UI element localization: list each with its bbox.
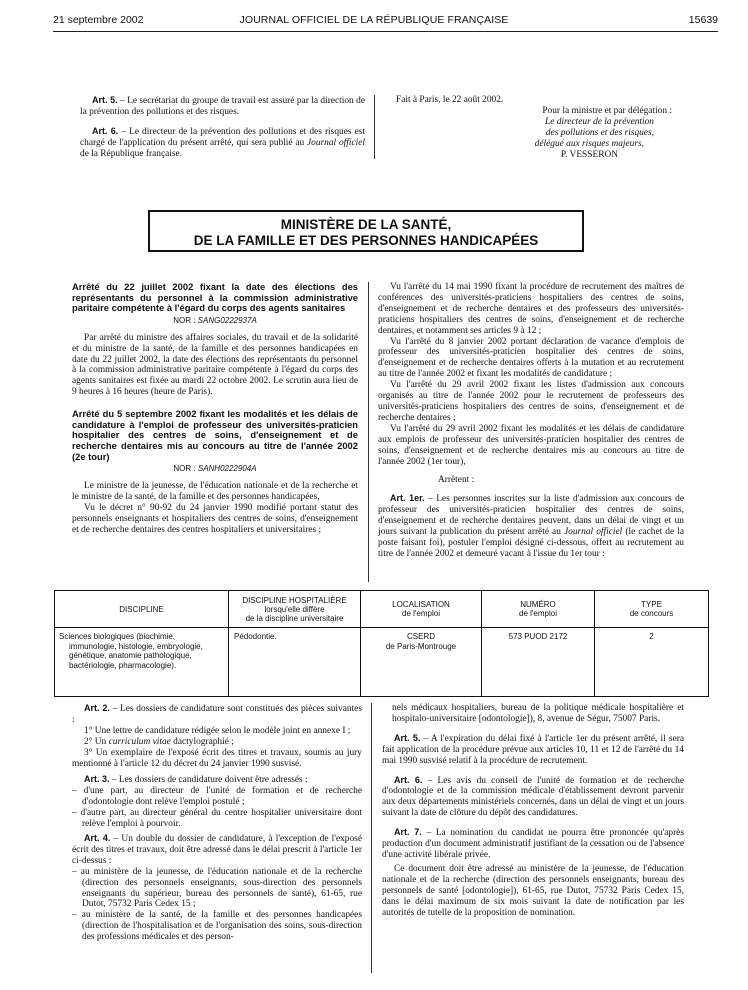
article-6-top: Art. 6. – Le directeur de la prévention des pollutions et des risques est chargé de l'application du présent arrêté, qui sera publié au Journal officiel de la République française. <box>80 125 365 159</box>
signer-name: P. VESSERON <box>560 149 618 160</box>
table-row <box>55 628 709 697</box>
column-separator-middle <box>368 282 369 582</box>
item-3: 3° Un exemplaire de l'exposé écrit des titres et travaux, soumis au jury mentionné à l'article 12 du décret du 24 janvier 1990 susvisé. <box>72 747 362 769</box>
decree-1-body: Par arrêté du ministre des affaires sociales, du travail et de la solidarité et du ministre de la santé, de la famille et des personnes handicapées en date du 22 juillet 2002, la date des élections des représentants du personnel à la commission administrative paritaire compétente à l'égard du corps des agents sanitaires est fixée au mardi 22 octobre 2002. Le scrutin aura lieu de 9 heures à 16 heures (heure de Paris). <box>72 332 358 398</box>
cell-number: 573 PUOD 2172 <box>482 628 595 697</box>
visa-4: Vu l'arrêté du 29 avril 2002 fixant les modalités et les délais de candidature aux emplois de professeur des universités-praticien hospitalier des centres de soins, d'enseignement et de recherche dentaires mis au concours au titre de l'année 2002 (1er tour), <box>378 423 684 467</box>
cell-discipline: Sciences biologiques (biochimie, immunologie, histologie, embryologie, génétique, anatomie pathologique, bactériologie, pharmacologie). <box>55 628 229 697</box>
decree-2-nor: NOR : SANH0222904A <box>173 464 257 474</box>
decree-2-visa-decree: Vu le décret n° 90-92 du 24 janvier 1990 modifié portant statut des personnels enseignants et hospitaliers des centres de soins, d'enseignement et de recherche dentaires des centres hospitaliers et universitaires ; <box>72 502 358 535</box>
middle-left-column <box>72 282 358 536</box>
decree-2-title: Arrêté du 5 septembre 2002 fixant les modalités et les délais de candidature à l'emploi de professeur des universités-praticien hospitalier des centres de soins, d'enseignement et de recherche dentaires mis au concours au titre de l'année 2002 (2e tour) <box>72 408 358 462</box>
address-continuation: nels médicaux hospitaliers, bureau de la politique médicale hospitalière et hospitalo-universitaire [odontologie]), 8, avenue de Ségur, 75007 Paris. <box>392 703 684 724</box>
dash-4: – au ministère de la santé, de la famille et des personnes handicapées (direction de l'hospitalisation et de l'organisation des soins, sous-direction des professions médicales et des person- <box>72 910 362 943</box>
article-2: Art. 2. – Les dossiers de candidature sont constitués des pièces suivantes : <box>72 703 362 725</box>
job-table <box>54 590 709 697</box>
column-separator-top <box>374 95 375 159</box>
arretent: Arrêtent : <box>438 475 475 486</box>
decree-1-title: Arrêté du 22 juillet 2002 fixant la date des élections des représentants du personnel à la commission administrative paritaire compétente à l'égard du corps des agents sanitaires <box>72 281 358 314</box>
table-header-row <box>55 591 709 628</box>
middle-right-column <box>378 282 684 560</box>
delegation-line: Pour la ministre et par délégation : <box>542 105 672 116</box>
decree-1-nor: NOR : SANG0222937A <box>173 315 257 325</box>
header-type: TYPE de concours <box>595 591 709 628</box>
article-4: Art. 4. – Un double du dossier de candidature, à l'exception de l'exposé écrit des titres et travaux, doit être adressé dans le délai prescrit à l'article 1er ci-dessus : <box>72 832 362 866</box>
article-5-top: Art. 5. – Le secrétariat du groupe de travail est assuré par la direction de la prévention des pollutions et des risques. <box>80 95 365 117</box>
ministry-line-1: MINISTÈRE DE LA SANTÉ, <box>280 217 452 232</box>
cell-hospital: Pédodontie. <box>229 628 361 697</box>
visa-3: Vu l'arrêté du 29 avril 2002 fixant les listes d'admission aux concours organisés au titre de l'année 2002 pour le recrutement de professeurs des universités-praticiens hospitaliers des centres de soins, d'enseignement et de recherche dentaires ; <box>378 380 684 423</box>
final-paragraph: Ce document doit être adressé au ministère de la jeunesse, de l'éducation nationale et de la recherche (direction des personnels enseignants, bureau des personnels de santé [odontologie]), 61-65, rue Dutot, 75732 Paris Cedex 15, dans le délai maximum de six mois suivant la date de notification par les autorités de tutelle de la proposition de nomination. <box>382 863 684 918</box>
dash-1: – d'une part, au directeur de l'unité de formation et de recherche d'odontologie dont relève l'emploi postulé ; <box>72 786 362 808</box>
article-5: Art. 5. – A l'expiration du délai fixé à l'article 1er du présent arrêté, il sera fait application de la procédure prévue aux articles 10, 11 et 12 de l'arrêté du 14 mai 1990 susvisé relatif à la procédure de recrutement. <box>382 732 684 766</box>
signer-title-3: délégué aux risques majeurs, <box>534 138 644 149</box>
article-7: Art. 7. – La nomination du candidat ne pourra être prononcée qu'après production d'un document administratif justifiant de la cessation ou de l'absence d'une activité libérale privée. <box>382 827 684 860</box>
header-hospital-discipline: DISCIPLINE HOSPITALIÈRE lorsqu'elle diffère de la discipline universitaire <box>229 591 361 628</box>
signer-title-1: Le directeur de la prévention <box>545 116 654 127</box>
header-discipline: DISCIPLINE <box>55 591 229 628</box>
ministry-heading-box <box>148 210 584 252</box>
header-number: NUMÉRO de l'emploi <box>482 591 595 628</box>
article-3: Art. 3. – Les dossiers de candidature doivent être adressés : <box>84 774 308 786</box>
header-page-number: 15639 <box>688 14 718 26</box>
dash-2: – d'autre part, au directeur général du centre hospitalier universitaire dont relève l'emploi à pourvoir. <box>72 808 362 830</box>
cell-location: CSERD de Paris-Montrouge <box>361 628 482 697</box>
place-date: Fait à Paris, le 22 août 2002. <box>396 95 504 105</box>
header-location: LOCALISATION de l'emploi <box>361 591 482 628</box>
decree-2-preamble: Le ministre de la jeunesse, de l'éducation nationale et de la recherche et le ministre de la santé, de la famille et des personnes handicapées, <box>72 481 358 502</box>
bottom-right-column <box>382 703 684 918</box>
visa-2: Vu l'arrêté du 8 janvier 2002 portant déclaration de vacance d'emplois de professeur des universités-praticien hospitalier des centres de soins, d'enseignement et de recherche dentaires offerts à la mutation et au recrutement au titre de l'année 2002 et fixant les modalités de candidature ; <box>378 336 684 380</box>
column-separator-bottom <box>371 703 372 973</box>
cell-type: 2 <box>595 628 709 697</box>
visa-1: Vu l'arrêté du 14 mai 1990 fixant la procédure de recrutement des maîtres de conférences des universités-praticiens hospitaliers des centres de soins, d'enseignement et de recherche dentaires et des professeurs des universités-praticiens hospitaliers des centres de soins, d'enseignement et de recherche dentaires, et notamment ses articles 9 à 12 ; <box>378 282 684 336</box>
item-2: 2° Un curriculum vitae dactylographié ; <box>84 736 234 747</box>
header-journal-title: JOURNAL OFFICIEL DE LA RÉPUBLIQUE FRANÇAISE <box>239 14 509 26</box>
top-left-column <box>80 95 365 160</box>
ministry-line-2: DE LA FAMILLE ET DES PERSONNES HANDICAPÉES <box>193 233 539 248</box>
page-header <box>0 14 748 30</box>
header-date: 21 septembre 2002 <box>53 14 144 26</box>
article-6: Art. 6. – Les avis du conseil de l'unité de formation et de recherche d'odontologie et de la commission médicale d'établissement devront parvenir aux deux départements ministériels concernés, dans un délai de vingt et un jours suivant la date de clôture du dépôt des candidatures. <box>382 774 685 819</box>
article-1: Art. 1er. – Les personnes inscrites sur la liste d'admission aux concours de professeur des universités-praticien hospitalier des centres de soins, d'enseignement et de recherche dentaires peuvent, dans un délai de vingt et un jours suivant la publication du présent arrêté au Journal officiel (le cachet de la poste faisant foi), postuler l'emploi désigné ci-dessous, offert au recrutement au titre de l'année 2002 et demeuré vacant à l'issue du 1er tour : <box>378 493 684 559</box>
bottom-left-column <box>72 703 362 943</box>
item-1: 1° Une lettre de candidature rédigée selon le modèle joint en annexe I ; <box>84 725 351 736</box>
top-right-column <box>384 95 684 160</box>
signer-title-2: des pollutions et des risques, <box>545 127 654 138</box>
dash-3: – au ministère de la jeunesse, de l'éducation nationale et de la recherche (direction des personnels enseignants, sous-direction des personnels enseignants du supérieur, bureau des personnels de santé), 61-65, rue Dutot, 75732 Paris Cedex 15 ; <box>72 866 362 910</box>
header-rule <box>53 31 718 32</box>
